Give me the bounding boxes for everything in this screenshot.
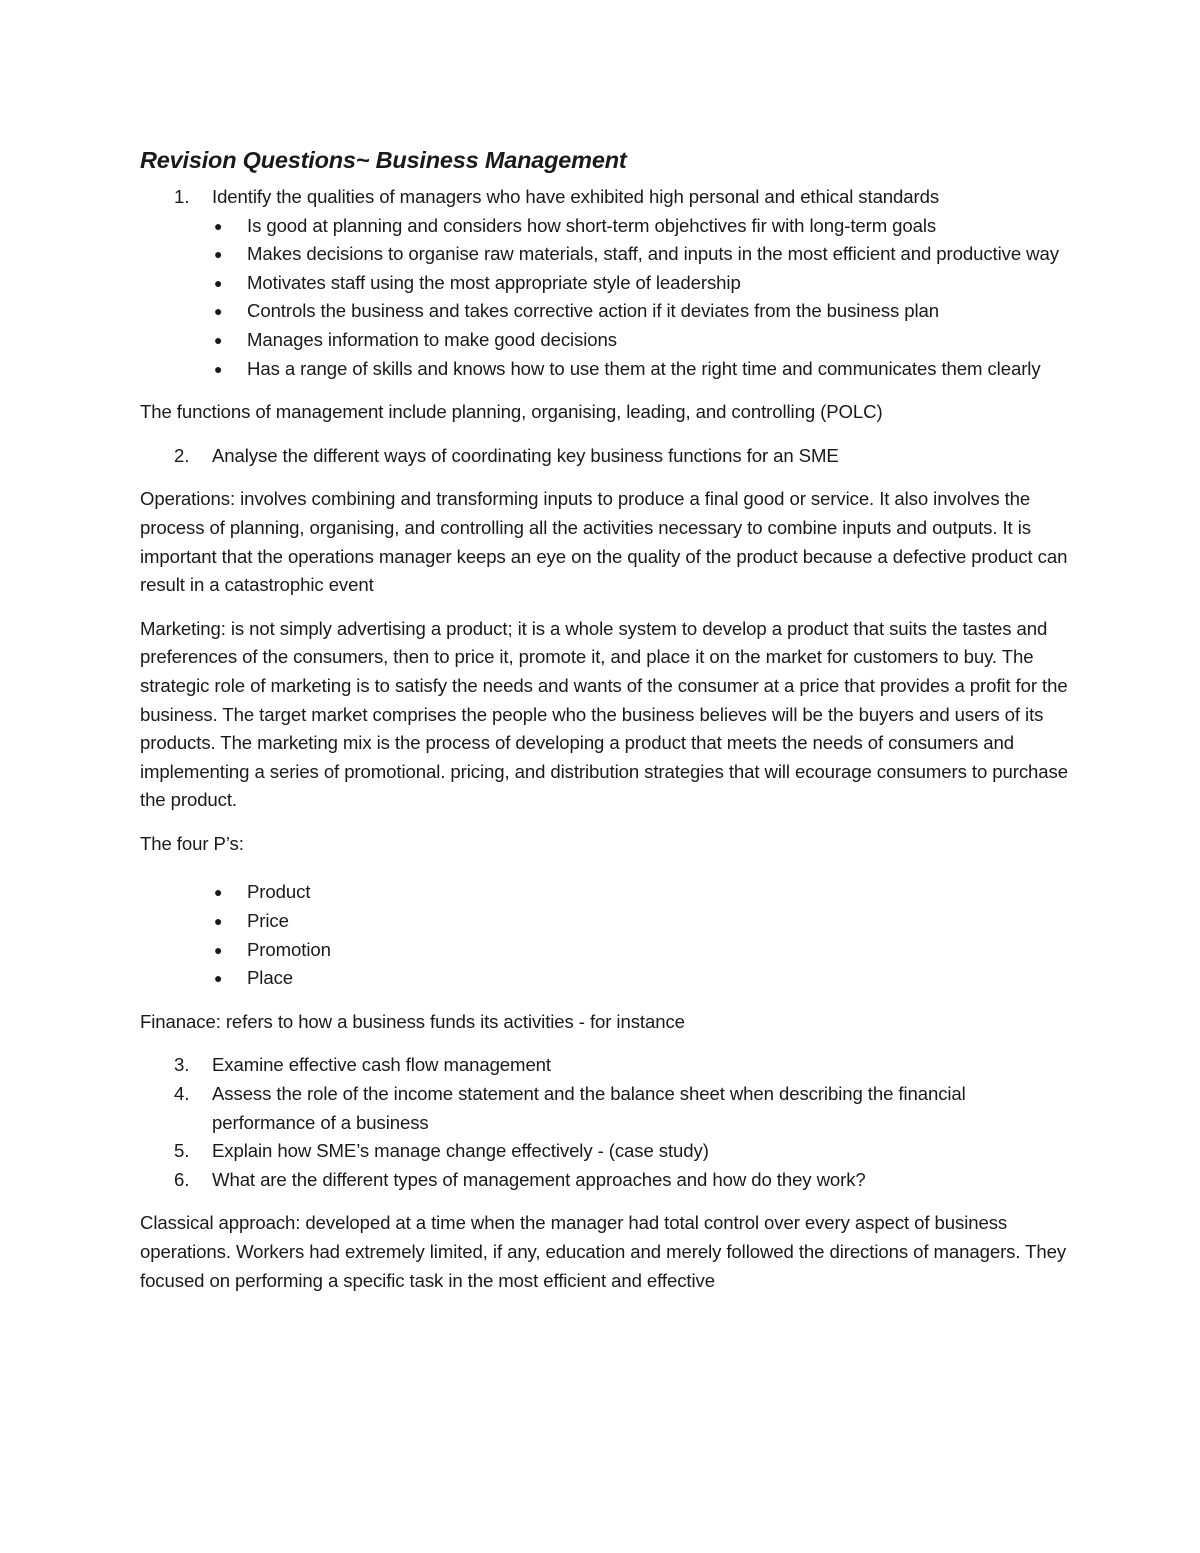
functions-paragraph: The functions of management include planning, organising, leading, and controlling (POLC)	[140, 401, 883, 423]
list-item	[212, 212, 1070, 241]
question-text: Identify the qualities of managers who have exhibited high personal and ethical standards	[212, 186, 940, 207]
question-number: 2.	[174, 444, 190, 466]
list-item	[140, 936, 1070, 965]
list-item-text: Product	[247, 881, 311, 903]
bullet-icon: ●	[214, 884, 223, 901]
document-title: Revision Questions~ Business Management	[140, 147, 627, 173]
bullet-icon: ●	[214, 274, 223, 291]
list-item-text: Promotion	[247, 938, 331, 960]
list-item	[212, 297, 1070, 326]
question-text: Explain how SME’s manage change effectively - (case study)	[212, 1140, 709, 1162]
list-item-text: Place	[247, 967, 294, 989]
list-item	[212, 240, 1070, 269]
four-ps-heading: The four P’s:	[140, 832, 244, 854]
list-item-text: Is good at planning and considers how short-term objehctives fir with long-term goals	[247, 214, 937, 236]
marketing-paragraph: Marketing: is not simply advertising a product; it is a whole system to develop a product that suits the tastes and preferences of the consumers, then to price it, promote it, and place it on the market for customers to buy. The strategic role of marketing is to satisfy the needs and wants of the consumer at a price that provides a profit for the business. The target market comprises the people who the business believes will be the buyers and users of its products. The marketing mix is the process of developing a product that meets the needs of consumers and implementing a series of promotional. pricing, and distribution strategies that will ecourage consumers to purchase the product.	[140, 617, 1068, 811]
bullet-icon: ●	[214, 970, 223, 987]
qualities-bullet-list	[212, 212, 1070, 384]
list-item-text: Manages information to make good decisions	[247, 328, 617, 350]
bullet-icon: ●	[214, 217, 223, 234]
question-number: 5.	[174, 1140, 190, 1162]
question-text: Examine effective cash flow management	[212, 1054, 551, 1076]
question-number: 1.	[174, 186, 190, 207]
list-item-text: Has a range of skills and knows how to use them at the right time and communicates them clearly	[247, 357, 1041, 379]
document-body	[140, 140, 1070, 1310]
bullet-icon: ●	[214, 331, 223, 348]
list-item	[140, 907, 1070, 936]
question-item-6	[140, 1166, 1070, 1195]
question-item-3	[140, 1051, 1070, 1080]
list-item	[212, 355, 1070, 384]
bullet-icon: ●	[214, 941, 223, 958]
question-item-4	[140, 1080, 1070, 1137]
bullet-icon: ●	[214, 303, 223, 320]
list-item	[212, 326, 1070, 355]
list-item-text: Makes decisions to organise raw materials, staff, and inputs in the most efficient and productive way	[247, 243, 1059, 265]
question-text: Analyse the different ways of coordinating key business functions for an SME	[212, 444, 839, 466]
list-item-text: Controls the business and takes corrective action if it deviates from the business plan	[247, 300, 940, 322]
operations-paragraph: Operations: involves combining and transforming inputs to produce a final good or service. It also involves the process of planning, organising, and controlling all the activities necessary to combine inputs and outputs. It is important that the operations manager keeps an eye on the quality of the product because a defective product can result in a catastrophic event	[140, 488, 1068, 596]
list-item-text: Motivates staff using the most appropriate style of leadership	[247, 271, 741, 293]
list-item	[212, 269, 1070, 298]
list-item	[140, 878, 1070, 907]
bullet-icon: ●	[214, 913, 223, 930]
question-number: 4.	[174, 1083, 190, 1105]
question-text: Assess the role of the income statement and the balance sheet when describing the financial performance of a business	[212, 1083, 966, 1133]
bullet-icon: ●	[214, 246, 223, 263]
bullet-icon: ●	[214, 360, 223, 377]
question-item-5	[140, 1137, 1070, 1166]
question-item-2	[140, 442, 1070, 471]
finance-paragraph: Finanace: refers to how a business funds its activities - for instance	[140, 1010, 685, 1032]
four-ps-list	[140, 878, 1070, 992]
question-list-3-6	[140, 1051, 1070, 1194]
question-number: 6.	[174, 1168, 190, 1190]
question-item-1	[140, 183, 1070, 383]
list-item-text: Price	[247, 910, 289, 932]
question-list-1	[140, 183, 1070, 383]
list-item	[140, 964, 1070, 993]
question-text: What are the different types of management approaches and how do they work?	[212, 1168, 866, 1190]
question-list-2	[140, 442, 1070, 471]
classical-approach-paragraph: Classical approach: developed at a time when the manager had total control over every aspect of business operations. Workers had extremely limited, if any, education and merely followed the directions of managers. They focused on performing a specific task in the most efficient and effective	[140, 1212, 1067, 1291]
question-number: 3.	[174, 1054, 190, 1076]
